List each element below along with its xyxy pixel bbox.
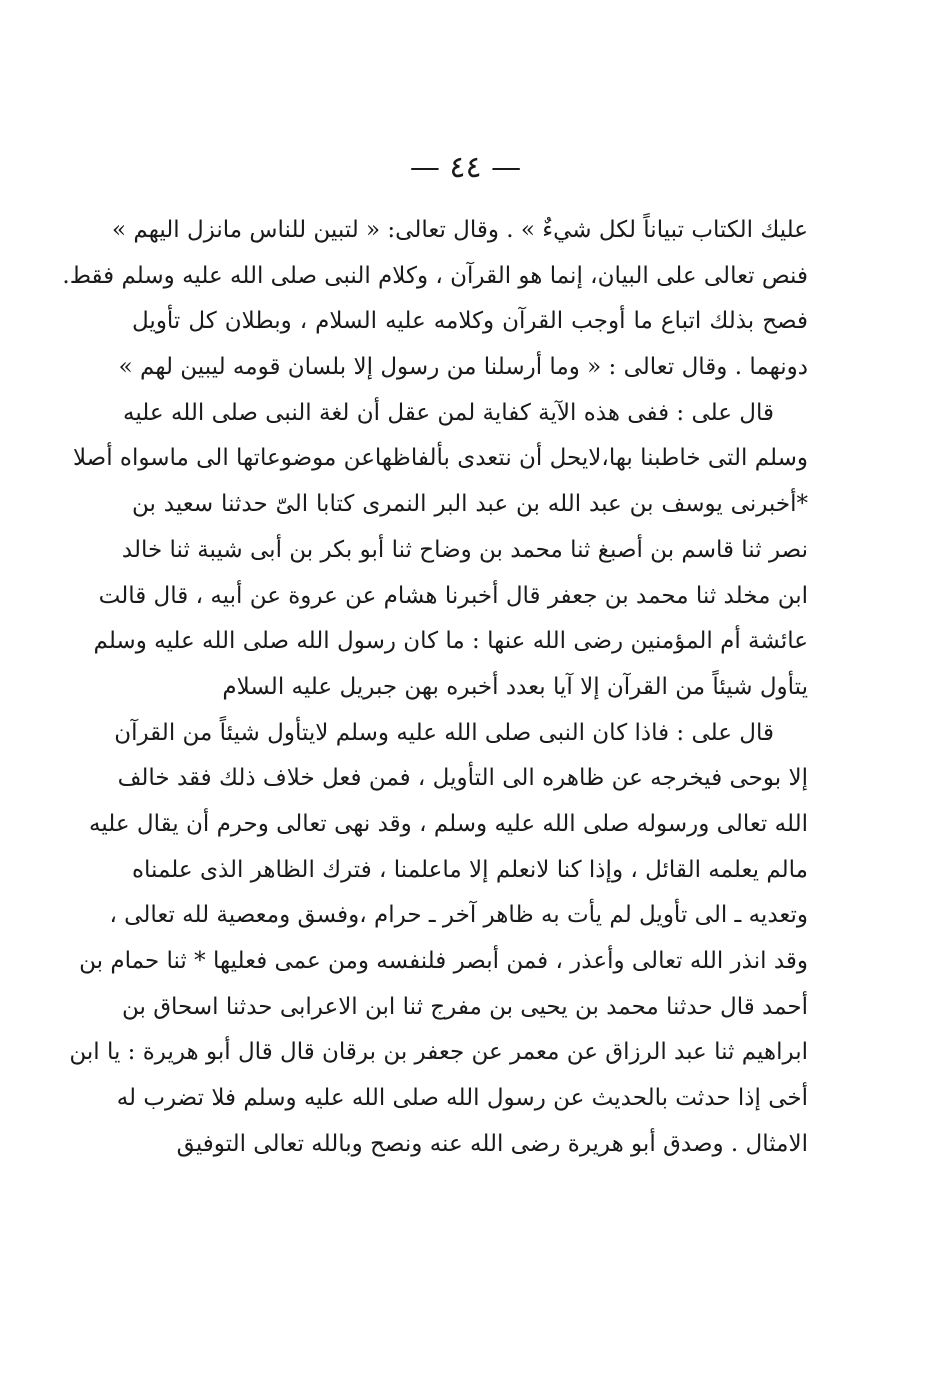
text-line: قال على : ففى هذه الآية كفاية لمن عقل أن لغة النبى صلى الله عليه: [123, 399, 774, 426]
text-line: عليك الكتاب تبياناً لكل شيءٌ » . وقال تعالى: « لتبين للناس مانزل اليهم »: [112, 217, 808, 243]
body-text: [62, 208, 808, 1167]
text-line: الله تعالى ورسوله صلى الله عليه وسلم ، وقد نهى تعالى وحرم أن يقال عليه: [88, 810, 808, 837]
text-line: وسلم التى خاطبنا بها،لايحل أن نتعدى بألفاظهاعن موضوعاتها الى ماسواه أصلا: [72, 445, 808, 472]
text-line: فصح بذلك اتباع ما أوجب القرآن وكلامه عليه السلام ، وبطلان كل تأويل: [132, 308, 808, 335]
text-line: أحمد قال حدثنا محمد بن يحيى بن مفرج ثنا ابن الاعرابى حدثنا اسحاق بن: [121, 993, 808, 1020]
text-line: وتعديه ـ الى تأويل لم يأت به ظاهر آخر ـ حرام ،وفسق ومعصية لله تعالى ،: [109, 902, 808, 929]
text-line: *أخبرنى يوسف بن عبد الله بن عبد البر النمرى كتابا الىّ حدثنا سعيد بن: [132, 491, 808, 518]
page-number: — ٤٤ —: [409, 150, 522, 185]
text-line: مالم يعلمه القائل ، وإذا كنا لانعلم إلا ماعلمنا ، فترك الظاهر الذى علمناه: [132, 856, 808, 883]
text-line: فنص تعالى على البيان، إنما هو القرآن ، وكلام النبى صلى الله عليه وسلم فقط.: [62, 262, 808, 289]
text-line: عائشة أم المؤمنين رضى الله عنها : ما كان رسول الله صلى الله عليه وسلم: [93, 628, 808, 655]
text-line: دونهما . وقال تعالى : « وما أرسلنا من رسول إلا بلسان قومه ليبين لهم »: [118, 354, 808, 381]
text-line: وقد انذر الله تعالى وأعذر ، فمن أبصر فلنفسه ومن عمى فعليها * ثنا حمام بن: [79, 948, 808, 974]
text-line: ابن مخلد ثنا محمد بن جعفر قال أخبرنا هشام عن عروة عن أبيه ، قال قالت: [98, 582, 808, 609]
text-line: إلا بوحى فيخرجه عن ظاهره الى التأويل ، فمن فعل خلاف ذلك فقد خالف: [117, 765, 808, 792]
text-line: يتأول شيئاً من القرآن إلا آيا بعدد أخبره بهن جبريل عليه السلام: [222, 673, 808, 700]
text-line: قال على : فاذا كان النبى صلى الله عليه وسلم لايتأول شيئاً من القرآن: [114, 719, 774, 746]
text-line: ابراهيم ثنا عبد الرزاق عن معمر عن جعفر بن برقان قال قال أبو هريرة : يا ابن: [69, 1039, 808, 1066]
text-line: أخى إذا حدثت بالحديث عن رسول الله صلى الله عليه وسلم فلا تضرب له: [116, 1085, 808, 1112]
text-line: نصر ثنا قاسم بن أصبغ ثنا محمد بن وضاح ثنا أبو بكر بن أبى شيبة ثنا خالد: [121, 536, 808, 563]
text-line: الامثال . وصدق أبو هريرة رضى الله عنه ونصح وبالله تعالى التوفيق: [176, 1130, 808, 1157]
